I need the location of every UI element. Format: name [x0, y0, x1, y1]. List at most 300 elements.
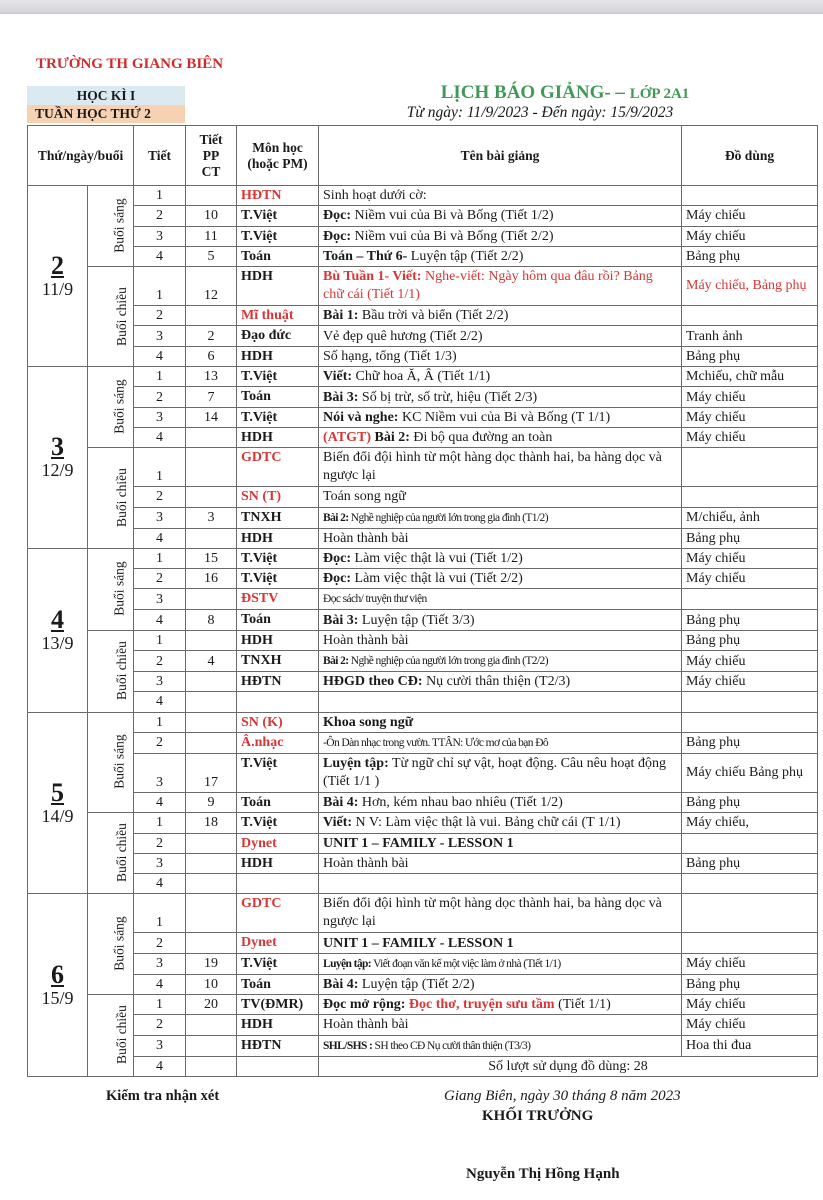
ppct-cell — [186, 833, 237, 853]
table-row — [28, 548, 818, 568]
ppct-cell — [186, 692, 237, 712]
equipment-cell: Máy chiếu — [682, 995, 818, 1015]
ppct-cell — [186, 894, 237, 933]
lesson-text: Luyện tập: — [323, 755, 389, 771]
period-cell: 2 — [134, 1015, 186, 1035]
header-ppct — [186, 126, 237, 186]
day-date: 15/9 — [41, 988, 74, 1009]
session-label: Buổi sáng — [111, 561, 127, 616]
ppct-cell: 10 — [186, 206, 237, 226]
header-lesson: Tên bài giảng — [319, 126, 682, 186]
lesson-text: UNIT 1 – FAMILY - LESSON 1 — [323, 935, 514, 951]
subject-cell: T.Việt — [237, 226, 319, 246]
table-row — [28, 995, 818, 1015]
lesson-cell — [319, 569, 682, 589]
ppct-cell — [186, 589, 237, 610]
lesson-text: Nghe-viết: Ngày hôm qua đâu rồi? Bảng chữ cái (Tiết 1/1) — [323, 269, 653, 303]
subject-cell: Toán — [237, 974, 319, 994]
ppct-cell — [186, 487, 237, 507]
table-row — [28, 507, 818, 528]
lesson-text: Hoàn thành bài — [323, 855, 409, 871]
subject-cell: Đạo đức — [237, 326, 319, 346]
lesson-text: (Tiết 1/1) — [554, 997, 611, 1013]
period-cell: 1 — [134, 995, 186, 1015]
subject-cell: HDH — [237, 853, 319, 873]
period-cell: 3 — [134, 953, 186, 974]
table-row — [28, 569, 818, 589]
period-cell: 4 — [134, 246, 186, 266]
period-cell: 1 — [134, 894, 186, 933]
session-morning — [88, 186, 134, 267]
ppct-cell: 7 — [186, 387, 237, 407]
lesson-cell — [319, 507, 682, 528]
header-subject-line: Môn học — [252, 139, 303, 155]
session-morning — [88, 367, 134, 448]
header-ppct-line: CT — [201, 163, 221, 179]
period-cell: 2 — [134, 487, 186, 507]
window-top-bar — [0, 0, 823, 14]
lesson-cell — [319, 306, 682, 326]
session-label: Buổi sáng — [111, 916, 127, 971]
table-row — [28, 1056, 818, 1076]
ppct-cell: 18 — [186, 813, 237, 833]
table-row — [28, 246, 818, 266]
table-row — [28, 367, 818, 387]
ppct-cell — [186, 1056, 237, 1076]
subject-cell: T.Việt — [237, 569, 319, 589]
period-cell: 2 — [134, 732, 186, 753]
lesson-cell — [319, 651, 682, 672]
lesson-cell — [319, 226, 682, 246]
header-row — [28, 126, 818, 186]
equipment-cell — [682, 894, 818, 933]
lesson-cell — [319, 407, 682, 427]
subject-cell: HDH — [237, 427, 319, 447]
lesson-text: KC Niềm vui của Bi và Bống (T 1/1) — [398, 409, 611, 425]
lesson-text: (ATGT) — [323, 430, 371, 446]
table-row — [28, 833, 818, 853]
title-text: LỊCH BÁO GIẢNG- – — [440, 82, 630, 103]
day-date: 13/9 — [41, 633, 74, 654]
lesson-text: Bài 2: — [323, 655, 349, 668]
ppct-cell: 12 — [186, 267, 237, 306]
equipment-cell: Máy chiếu — [682, 548, 818, 568]
lesson-cell — [319, 813, 682, 833]
ppct-cell — [186, 874, 237, 894]
header-subject-line: (hoặc PM) — [247, 155, 308, 171]
subject-cell: T.Việt — [237, 548, 319, 568]
header-subject — [237, 126, 319, 186]
day-date: 14/9 — [41, 806, 74, 827]
equipment-cell: Máy chiếu — [682, 1015, 818, 1035]
ppct-cell: 14 — [186, 407, 237, 427]
ppct-cell — [186, 853, 237, 873]
subject-cell: T.Việt — [237, 753, 319, 792]
table-row — [28, 692, 818, 712]
ppct-cell: 9 — [186, 792, 237, 812]
lesson-cell — [319, 933, 682, 953]
lesson-cell — [319, 346, 682, 366]
lesson-text: Đọc mở rộng: — [323, 997, 406, 1013]
lesson-text: Bài 3: — [323, 389, 359, 405]
header-ppct-line: Tiết — [199, 131, 223, 147]
day-number: 3 — [51, 432, 64, 462]
equipment-cell: Máy chiếu — [682, 672, 818, 692]
lesson-text: Hoàn thành bài — [323, 530, 409, 546]
equipment-cell — [682, 306, 818, 326]
lesson-text: Nghề nghiệp của người lớn trong gia đình (T1/2) — [348, 511, 548, 524]
subject-cell: T.Việt — [237, 206, 319, 226]
period-cell: 4 — [134, 974, 186, 994]
ppct-cell: 16 — [186, 569, 237, 589]
lesson-cell — [319, 833, 682, 853]
lesson-text: Số bị trừ, số trừ, hiệu (Tiết 2/3) — [358, 389, 538, 405]
lesson-text: Làm việc thật là vui (Tiết 1/2) — [351, 551, 523, 566]
equipment-cell — [682, 874, 818, 894]
lesson-text: Niềm vui của Bi và Bống (Tiết 2/2) — [351, 228, 554, 244]
equipment-cell: Máy chiếu Bảng phụ — [682, 753, 818, 792]
equipment-cell: Máy chiếu — [682, 953, 818, 974]
session-afternoon — [88, 995, 134, 1077]
lesson-text: Nghề nghiệp của người lớn trong gia đình (T2/2) — [348, 655, 548, 668]
subject-cell: TNXH — [237, 507, 319, 528]
table-row — [28, 753, 818, 792]
equipment-cell: Bảng phụ — [682, 346, 818, 366]
period-cell: 1 — [134, 267, 186, 306]
lesson-text: Vẻ đẹp quê hương (Tiết 2/2) — [323, 328, 483, 344]
period-cell: 3 — [134, 589, 186, 610]
lesson-text: Đọc thơ, truyện sưu tầm — [405, 997, 555, 1013]
lesson-text: Luyện tập (Tiết 3/3) — [358, 612, 475, 628]
period-cell: 3 — [134, 853, 186, 873]
subject-cell: SN (T) — [237, 487, 319, 507]
lesson-text: Đọc: — [323, 228, 352, 244]
equipment-cell: Bảng phụ — [682, 853, 818, 873]
ppct-cell: 2 — [186, 326, 237, 346]
lesson-text: HĐGD theo CĐ: — [323, 674, 423, 690]
subject-cell: SN (K) — [237, 712, 319, 732]
subject-cell: GDTC — [237, 894, 319, 933]
lesson-text: Bù Tuần 1- Viết: — [323, 269, 422, 285]
lesson-text: Bài 2: — [323, 511, 349, 524]
document-title — [380, 82, 750, 104]
lesson-text: -Ôn Dàn nhạc trong vườn. TTÂN: Ước mơ của bạn Đô — [323, 736, 549, 749]
subject-cell: T.Việt — [237, 953, 319, 974]
equipment-cell: Bảng phụ — [682, 528, 818, 548]
lesson-text: Viết đoạn văn kể một việc làm ở nhà (Tiết 1/1) — [371, 957, 561, 970]
day-cell — [28, 367, 88, 549]
equipment-cell: Bảng phụ — [682, 246, 818, 266]
equipment-cell: Máy chiếu — [682, 569, 818, 589]
header-ppct-line: PP — [202, 147, 220, 163]
subject-cell: Toán — [237, 246, 319, 266]
ppct-cell: 11 — [186, 226, 237, 246]
table-row — [28, 953, 818, 974]
table-row — [28, 186, 818, 206]
ppct-cell — [186, 630, 237, 650]
equipment-cell: Mchiếu, chữ mẫu — [682, 367, 818, 387]
session-label: Buổi chiều — [113, 286, 129, 346]
lesson-cell — [319, 246, 682, 266]
lesson-text: Đọc: — [323, 208, 352, 224]
table-row — [28, 792, 818, 812]
day-number: 5 — [51, 778, 64, 808]
period-cell: 3 — [134, 753, 186, 792]
lesson-text: Hoàn thành bài — [323, 1017, 409, 1033]
lesson-text: Đi bộ qua đường an toàn — [409, 430, 553, 446]
day-number: 2 — [51, 251, 64, 281]
equipment-cell — [682, 186, 818, 206]
table-row — [28, 487, 818, 507]
table-row — [28, 974, 818, 994]
lesson-text: N V: Làm việc thật là vui. Bảng chữ cái (T 1/1) — [352, 815, 621, 831]
ppct-cell: 20 — [186, 995, 237, 1015]
lesson-cell — [319, 427, 682, 447]
subject-cell — [237, 692, 319, 712]
lesson-text: Đọc: — [323, 571, 352, 587]
period-cell: 3 — [134, 326, 186, 346]
lesson-cell — [319, 548, 682, 568]
equipment-cell — [682, 692, 818, 712]
subject-cell: ĐSTV — [237, 589, 319, 610]
lesson-text: Chữ hoa Ă, Â (Tiết 1/1) — [352, 369, 491, 385]
ppct-cell — [186, 528, 237, 548]
lesson-cell — [319, 853, 682, 873]
lesson-text: Khoa song ngữ — [323, 714, 414, 730]
lesson-cell — [319, 792, 682, 812]
period-cell: 3 — [134, 407, 186, 427]
subject-cell: Toán — [237, 387, 319, 407]
date-range: Từ ngày: 11/9/2023 - Đến ngày: 15/9/2023 — [406, 104, 674, 121]
period-cell: 3 — [134, 226, 186, 246]
period-cell: 1 — [134, 630, 186, 650]
table-row — [28, 206, 818, 226]
equipment-cell: Bảng phụ — [682, 610, 818, 630]
session-label: Buổi sáng — [111, 198, 127, 253]
period-cell: 4 — [134, 528, 186, 548]
equipment-cell: Máy chiếu, — [682, 813, 818, 833]
table-row — [28, 672, 818, 692]
semester-label: HỌC KÌ I — [27, 86, 185, 105]
lesson-text: Niềm vui của Bi và Bống (Tiết 1/2) — [351, 208, 554, 224]
lesson-text: Luyện tập: — [323, 957, 372, 970]
lesson-text: Nói và nghe: — [323, 409, 399, 425]
period-cell: 3 — [134, 672, 186, 692]
lesson-cell — [319, 487, 682, 507]
ppct-cell: 17 — [186, 753, 237, 792]
header-period: Tiết — [134, 126, 186, 186]
subject-cell: TNXH — [237, 651, 319, 672]
review-label: Kiểm tra nhận xét — [106, 1088, 220, 1104]
lesson-text: Bài 3: — [323, 612, 359, 628]
lesson-text: Đọc sách/ truyện thư viện — [323, 593, 427, 606]
lesson-text: Nụ cười thân thiện (T2/3) — [422, 674, 571, 690]
subject-cell: HDH — [237, 630, 319, 650]
day-number: 6 — [51, 960, 64, 990]
day-number: 4 — [51, 605, 64, 635]
table-row — [28, 651, 818, 672]
session-afternoon — [88, 448, 134, 549]
lesson-cell — [319, 387, 682, 407]
lesson-text: Bầu trời và biển (Tiết 2/2) — [358, 308, 509, 324]
header-day: Thứ/ngày/buổi — [28, 126, 134, 186]
ppct-cell — [186, 306, 237, 326]
ppct-cell: 15 — [186, 548, 237, 568]
subject-cell: Â.nhạc — [237, 732, 319, 753]
table-row — [28, 610, 818, 630]
equipment-cell — [682, 589, 818, 610]
lesson-text: SH theo CĐ Nụ cười thân thiện (T3/3) — [372, 1039, 531, 1052]
lesson-text: Luyện tập (Tiết 2/2) — [358, 976, 475, 992]
lesson-text: Từ ngữ chỉ sự vật, hoạt động. Câu nêu hoạt động (Tiết 1/1 ) — [323, 755, 666, 789]
table-row — [28, 712, 818, 732]
subject-cell: Toán — [237, 610, 319, 630]
table-row — [28, 226, 818, 246]
day-date: 11/9 — [41, 279, 74, 300]
lesson-text: Bài 4: — [323, 976, 359, 992]
signer-name: Nguyễn Thị Hồng Hạnh — [466, 1166, 620, 1182]
lesson-cell — [319, 589, 682, 610]
lesson-cell — [319, 953, 682, 974]
equipment-cell — [682, 833, 818, 853]
lesson-cell — [319, 894, 682, 933]
lesson-text: Biến đổi đội hình từ một hàng dọc thành hai, ba hàng dọc và ngược lại — [323, 450, 662, 484]
session-morning — [88, 712, 134, 813]
lesson-text: Viết: — [323, 815, 353, 831]
table-row — [28, 407, 818, 427]
ppct-cell: 3 — [186, 507, 237, 528]
signer-role: KHỐI TRƯỞNG — [482, 1108, 594, 1124]
session-afternoon — [88, 813, 134, 894]
period-cell: 3 — [134, 1035, 186, 1056]
lesson-text: Hơn, kém nhau bao nhiêu (Tiết 1/2) — [358, 795, 563, 811]
lesson-cell — [319, 995, 682, 1015]
lesson-cell — [319, 448, 682, 487]
ppct-cell — [186, 1035, 237, 1056]
subject-cell: T.Việt — [237, 367, 319, 387]
period-cell: 1 — [134, 367, 186, 387]
schedule-table — [27, 125, 818, 1077]
ppct-cell — [186, 186, 237, 206]
ppct-cell — [186, 1015, 237, 1035]
lesson-cell — [319, 874, 682, 894]
ppct-cell — [186, 712, 237, 732]
lesson-text: Viết: — [323, 369, 353, 385]
lesson-text: Biến đổi đội hình từ một hàng dọc thành hai, ba hàng dọc và ngược lại — [323, 896, 662, 930]
lesson-text: Bài 1: — [323, 308, 359, 324]
day-cell — [28, 548, 88, 712]
ppct-cell — [186, 732, 237, 753]
subject-cell: TV(ĐMR) — [237, 995, 319, 1015]
subject-cell: HDH — [237, 1015, 319, 1035]
lesson-cell — [319, 528, 682, 548]
lesson-cell — [319, 753, 682, 792]
day-cell — [28, 712, 88, 894]
session-label: Buổi sáng — [111, 379, 127, 434]
equipment-cell: Tranh ảnh — [682, 326, 818, 346]
period-cell: 2 — [134, 569, 186, 589]
week-label: TUẦN HỌC THỨ 2 — [27, 105, 185, 123]
subject-cell — [237, 1056, 319, 1076]
ppct-cell — [186, 448, 237, 487]
table-row — [28, 306, 818, 326]
equipment-cell — [682, 487, 818, 507]
equipment-cell — [682, 448, 818, 487]
equipment-cell: Bảng phụ — [682, 630, 818, 650]
day-cell — [28, 894, 88, 1076]
session-afternoon — [88, 267, 134, 367]
lesson-cell — [319, 1015, 682, 1035]
period-cell: 1 — [134, 548, 186, 568]
equipment-cell — [682, 712, 818, 732]
period-cell: 4 — [134, 792, 186, 812]
session-morning — [88, 548, 134, 630]
lesson-text: Đọc: — [323, 551, 352, 566]
table-row — [28, 874, 818, 894]
subject-cell: HĐTN — [237, 672, 319, 692]
lesson-cell — [319, 267, 682, 306]
equipment-total: Số lượt sử dụng đồ dùng: 28 — [319, 1056, 818, 1076]
ppct-cell: 8 — [186, 610, 237, 630]
session-afternoon — [88, 630, 134, 712]
lesson-text: Làm việc thật là vui (Tiết 2/2) — [351, 571, 523, 587]
lesson-cell — [319, 692, 682, 712]
equipment-cell: Máy chiếu — [682, 427, 818, 447]
period-cell: 2 — [134, 387, 186, 407]
table-row — [28, 326, 818, 346]
period-cell: 1 — [134, 813, 186, 833]
school-name: TRƯỜNG TH GIANG BIÊN — [36, 56, 224, 72]
equipment-cell: M/chiếu, ảnh — [682, 507, 818, 528]
lesson-cell — [319, 186, 682, 206]
table-row — [28, 1015, 818, 1035]
ppct-cell: 5 — [186, 246, 237, 266]
table-row — [28, 528, 818, 548]
period-cell: 4 — [134, 427, 186, 447]
lesson-text: Hoàn thành bài — [323, 632, 409, 648]
day-cell — [28, 186, 88, 367]
equipment-cell: Bảng phụ — [682, 732, 818, 753]
session-label: Buổi chiều — [113, 468, 129, 527]
equipment-cell — [682, 933, 818, 953]
lesson-text: Bài 4: — [323, 795, 359, 811]
equipment-cell: Máy chiếu — [682, 206, 818, 226]
lesson-text: Toán song ngữ — [323, 489, 406, 505]
subject-cell: HDH — [237, 267, 319, 306]
day-date: 12/9 — [41, 460, 74, 481]
period-cell: 1 — [134, 712, 186, 732]
table-row — [28, 346, 818, 366]
equipment-cell: Máy chiếu — [682, 387, 818, 407]
table-row — [28, 933, 818, 953]
lesson-cell — [319, 732, 682, 753]
table-row — [28, 387, 818, 407]
subject-cell: HĐTN — [237, 1035, 319, 1056]
subject-cell — [237, 874, 319, 894]
ppct-cell: 10 — [186, 974, 237, 994]
ppct-cell: 19 — [186, 953, 237, 974]
subject-cell: Toán — [237, 792, 319, 812]
subject-cell: T.Việt — [237, 813, 319, 833]
period-cell: 4 — [134, 346, 186, 366]
lesson-cell — [319, 712, 682, 732]
table-row — [28, 813, 818, 833]
period-cell: 4 — [134, 692, 186, 712]
equipment-cell: Máy chiếu — [682, 226, 818, 246]
equipment-cell: Máy chiếu, Bảng phụ — [682, 267, 818, 306]
session-label: Buổi sáng — [111, 734, 127, 790]
period-cell: 2 — [134, 206, 186, 226]
